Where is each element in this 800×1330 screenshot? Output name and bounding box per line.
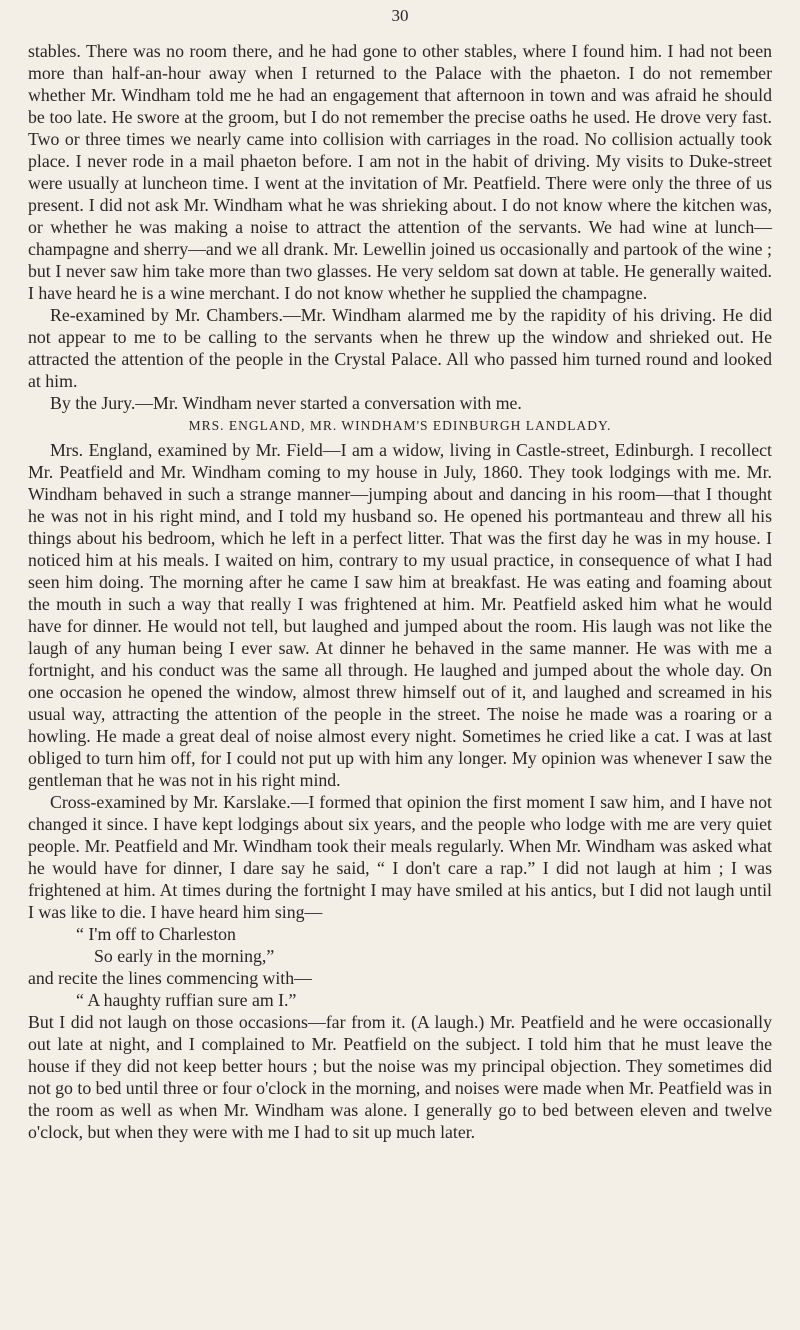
paragraph-mrs-england: Mrs. England, examined by Mr. Field—I am a widow, living in Castle-street, Edinburgh. I recollect Mr. Peatfield and Mr. Windham coming to my house in July, 1860. They took lodgings with me. Mr. Windham behaved in such a strange manner—jumping about and dancing in his room—that I thought he was not in his right mind, and I told my husband so. He opened his portmanteau and threw all his things about his bedroom, which he left in a perfect litter. That was the first day he was in my house. I noticed him at his meals. I waited on him, contrary to my usual practice, in consequence of what I had seen him doing. The morning after he came I saw him at breakfast. He was eating and foaming about the mouth in such a way that really I was frightened at him. Mr. Peatfield asked him what he would have for dinner. He would not tell, but laughed and jumped about the room. His laugh was not like the laugh of any human being I ever saw. At dinner he behaved in the same manner. He was with me a fortnight, and his conduct was the same all through. He laughed and jumped about the whole day. On one occasion he opened the window, almost threw himself out of it, and laughed and screamed in his usual way, attracting the attention of the people in the street. The noise he made was a roaring or a howling. He made a great deal of noise almost every night. Sometimes he cried like a cat. I was at last obliged to turn him off, for I could not put up with him any longer. My opinion was whenever I saw the gentleman that he was not in his right mind.: [28, 440, 772, 790]
paragraph-stables: stables. There was no room there, and he had gone to other stables, where I found him. I had not been more than half-an-hour away when I returned to the Palace with the phaeton. I do not remember whether Mr. Windham told me he had an engagement that afternoon in town and was afraid he should be too late. He swore at the groom, but I do not remember the precise oaths he used. He drove very fast. Two or three times we nearly came into collision with carriages in the road. No collision actually took place. I never rode in a mail phaeton before. I am not in the habit of driving. My visits to Duke-street were usually at luncheon time. I went at the invitation of Mr. Peatfield. There were only the three of us present. I did not ask Mr. Windham what he was shrieking about. I do not know where the kitchen was, or whether he was making a noise to attract the attention of the servants. We had wine at lunch—champagne and sherry—and we all drank. Mr. Lewellin joined us occasionally and partook of the wine ; but I never saw him take more than two glasses. He very seldom sat down at table. He generally waited. I have heard he is a wine merchant. I do not know whether he supplied the champagne.: [28, 41, 772, 303]
verse-line-1: “ I'm off to Charleston: [76, 924, 236, 944]
paragraph-by-the-jury: By the Jury.—Mr. Windham never started a conversation with me.: [50, 393, 522, 413]
verse-line-3: “ A haughty ruffian sure am I.”: [76, 990, 297, 1010]
paragraph-recite: and recite the lines commencing with—: [28, 968, 312, 988]
paragraph-re-examined: Re-examined by Mr. Chambers.—Mr. Windham alarmed me by the rapidity of his driving. He did not appear to me to be calling to the servants when he threw up the window and shrieked out. He attracted the attention of the people in the Crystal Palace. All who passed him turned round and looked at him.: [28, 305, 772, 391]
paragraph-cross-examined: Cross-examined by Mr. Karslake.—I formed that opinion the first moment I saw him, and I have not changed it since. I have kept lodgings about six years, and the people who lodge with me are very quiet people. Mr. Peatfield and Mr. Windham took their meals regularly. When Mr. Windham was asked what he would have for dinner, I dare say he said, “ I don't care a rap.” I did not laugh at him ; I was frightened at him. At times during the fortnight I may have smiled at his antics, but I did not laugh until I was like to die. I have heard him sing—: [28, 792, 772, 922]
section-heading: MRS. ENGLAND, MR. WINDHAM'S EDINBURGH LANDLADY.: [188, 418, 612, 433]
verse-line-2: So early in the morning,”: [94, 946, 275, 966]
page-number: 30: [391, 6, 409, 25]
paragraph-laugh: But I did not laugh on those occasions—far from it. (A laugh.) Mr. Peatfield and he were occasionally out late at night, and I complained to Mr. Peatfield on the subject. I told him that he must leave the house if they did not keep better hours ; but the noise was my principal objection. They sometimes did not go to bed until three or four o'clock in the morning, and noises were made when Mr. Peatfield was in the room as well as when Mr. Windham was alone. I generally go to bed between eleven and twelve o'clock, but when they were with me I had to sit up much later.: [28, 1012, 772, 1142]
